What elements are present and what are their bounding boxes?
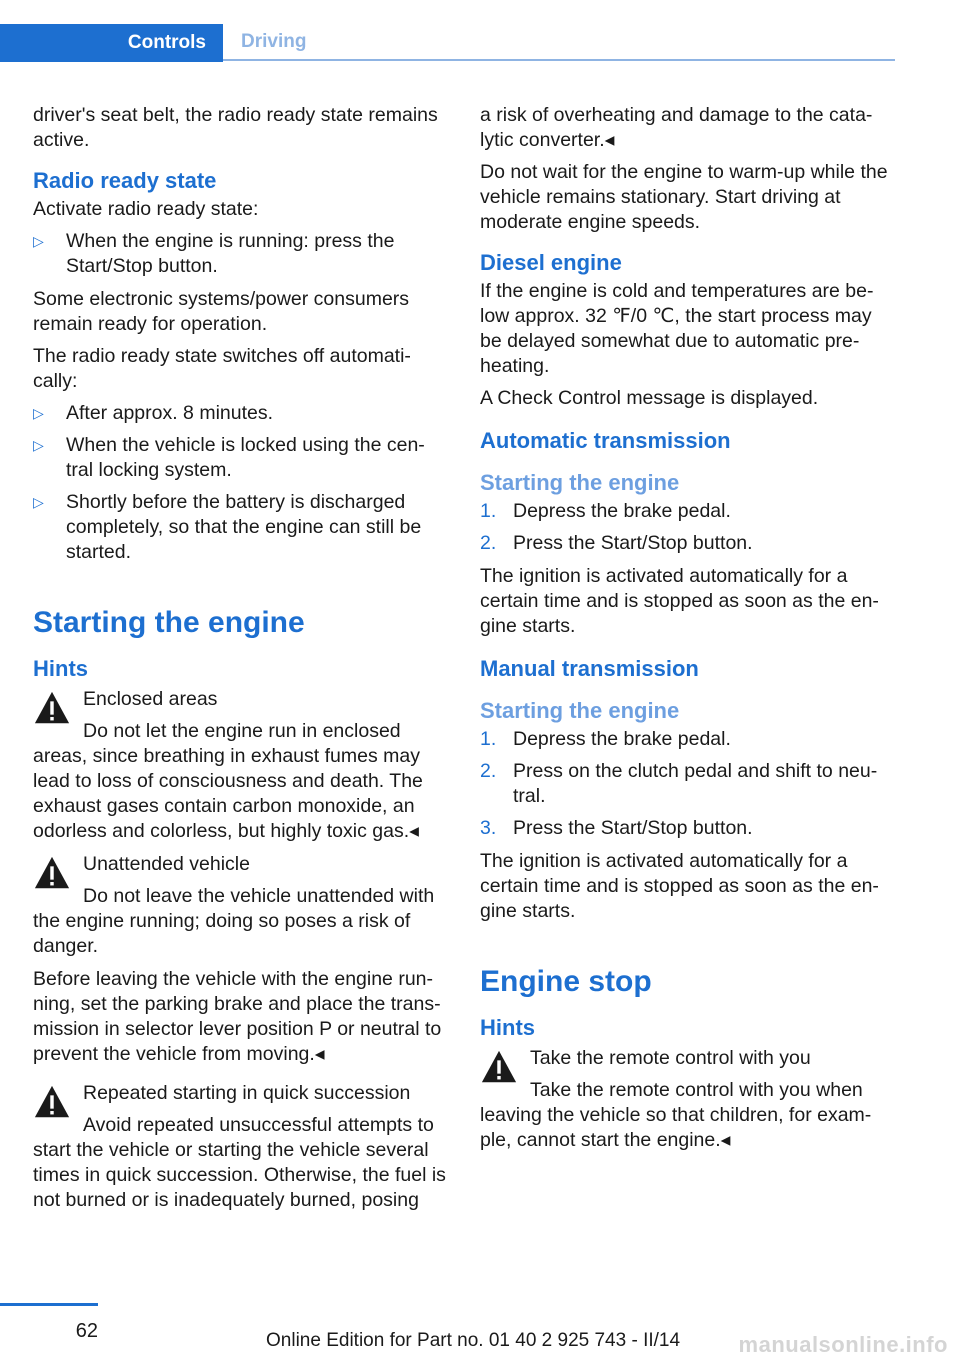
heading-hints-stop: Hints [480, 1015, 535, 1040]
right-column [480, 103, 890, 1161]
warning-title: Repeated starting in quick succession [83, 1082, 411, 1104]
header-tabs [0, 24, 895, 62]
warning-title: Unattended vehicle [83, 853, 250, 875]
paragraph-ignition-automatic: The ignition is activated automatically for a certain time and is stopped as soon as the en‐gine starts. [480, 565, 879, 637]
list-item: ▷ Shortly before the battery is discharged completely, so that the engine can still be started. [33, 491, 422, 563]
tab-driving[interactable]: Driving [223, 24, 895, 61]
warning-title: Take the remote control with you [530, 1047, 811, 1069]
warning-text: Do not leave the vehicle unattended with the engine running; doing so poses a risk of danger. [33, 885, 435, 957]
triangle-right-icon: ▷ [33, 494, 44, 510]
paragraph-before-leaving: Before leaving the vehicle with the engine run‐ning, set the parking brake and place the trans‐mission in selector lever position P or neutral to prevent the vehicle from moving.◂ [33, 968, 442, 1065]
tab-controls[interactable]: Controls [0, 24, 223, 62]
warning-title: Enclosed areas [83, 688, 218, 710]
warning-unattended-vehicle [33, 852, 450, 959]
list-manual-steps [480, 727, 890, 841]
list-item: 3. Press the Start/Stop button. [480, 817, 753, 839]
paragraph-some-systems: Some electronic systems/power consumers remain ready for operation. [33, 288, 410, 335]
list-item: ▷ After approx. 8 minutes. [33, 402, 274, 424]
list-item: 2. Press the Start/Stop button. [480, 532, 753, 554]
warning-text: Do not let the engine run in enclosed areas, since breathing in exhaust fumes may lead to loss of consciousness and death. The exhaust gases contain carbon monoxide, an odorless and colorless, but highly toxic gas.◂ [33, 720, 423, 842]
warning-remote-control [480, 1046, 890, 1153]
list-switch-off [33, 401, 450, 565]
heading-automatic-transmission: Automatic transmission [480, 428, 731, 453]
list-activate [33, 229, 450, 279]
warning-enclosed-areas [33, 687, 450, 844]
warning-text: Take the remote control with you when leaving the vehicle so that children, for exam‐ple, cannot start the engine.◂ [480, 1079, 872, 1151]
step-number: 1. [480, 500, 497, 522]
list-item: ▷ When the engine is running: press the Start/Stop button. [33, 230, 395, 277]
heading-starting-the-engine: Starting the engine [33, 606, 305, 639]
page-number: 62 [75, 1320, 98, 1342]
step-number: 2. [480, 532, 497, 554]
subheading-starting-automatic: Starting the engine [480, 470, 680, 495]
warning-triangle-icon [480, 1048, 518, 1086]
list-item: 1. Depress the brake pedal. [480, 728, 731, 750]
triangle-right-icon: ▷ [33, 405, 44, 421]
paragraph-intro: driver's seat belt, the radio ready state remains active. [33, 104, 438, 151]
paragraph-do-not-wait: Do not wait for the engine to warm-up while the vehicle remains stationary. Start driving at moderate engine speeds. [480, 161, 888, 233]
warning-triangle-icon [33, 689, 71, 727]
heading-manual-transmission: Manual transmission [480, 656, 699, 681]
paragraph-risk: a risk of overheating and damage to the cata‐lytic converter.◂ [480, 104, 873, 151]
paragraph-diesel: If the engine is cold and temperatures are be‐low approx. 32 ℉/0 ℃, the start process may be delayed somewhat due to automatic pre‐heating. [480, 280, 874, 377]
list-item: 1. Depress the brake pedal. [480, 500, 731, 522]
list-automatic-steps [480, 499, 890, 556]
edition-text: Online Edition for Part no. 01 40 2 925 743 - II/14 [266, 1330, 681, 1351]
step-number: 1. [480, 728, 497, 750]
step-number: 2. [480, 760, 497, 782]
paragraph-ignition-manual: The ignition is activated automatically for a certain time and is stopped as soon as the en‐gine starts. [480, 850, 879, 922]
heading-hints: Hints [33, 656, 88, 681]
warning-text: Avoid repeated unsuccessful attempts to start the vehicle or starting the vehicle several times in quick succession. Otherwise, the fuel is not burned or is inadequately burned, posing [33, 1114, 446, 1211]
step-number: 3. [480, 817, 497, 839]
paragraph-switches-off: The radio ready state switches off automati‐cally: [33, 345, 411, 392]
footer-rule [0, 1303, 98, 1306]
left-column [33, 103, 450, 1221]
triangle-right-icon: ▷ [33, 233, 44, 249]
warning-triangle-icon [33, 854, 71, 892]
list-item: 2. Press on the clutch pedal and shift to neu‐tral. [480, 760, 878, 807]
heading-radio-ready-state: Radio ready state [33, 168, 217, 193]
heading-diesel-engine: Diesel engine [480, 250, 622, 275]
paragraph-check-control: A Check Control message is displayed. [480, 387, 819, 409]
warning-repeated-starting [33, 1081, 450, 1213]
list-item: ▷ When the vehicle is locked using the cen‐tral locking system. [33, 434, 425, 481]
watermark: manualsonline.info [738, 1332, 948, 1357]
paragraph-activate: Activate radio ready state: [33, 198, 259, 220]
warning-triangle-icon [33, 1083, 71, 1121]
heading-engine-stop: Engine stop [480, 965, 652, 998]
triangle-right-icon: ▷ [33, 437, 44, 453]
subheading-starting-manual: Starting the engine [480, 698, 680, 723]
